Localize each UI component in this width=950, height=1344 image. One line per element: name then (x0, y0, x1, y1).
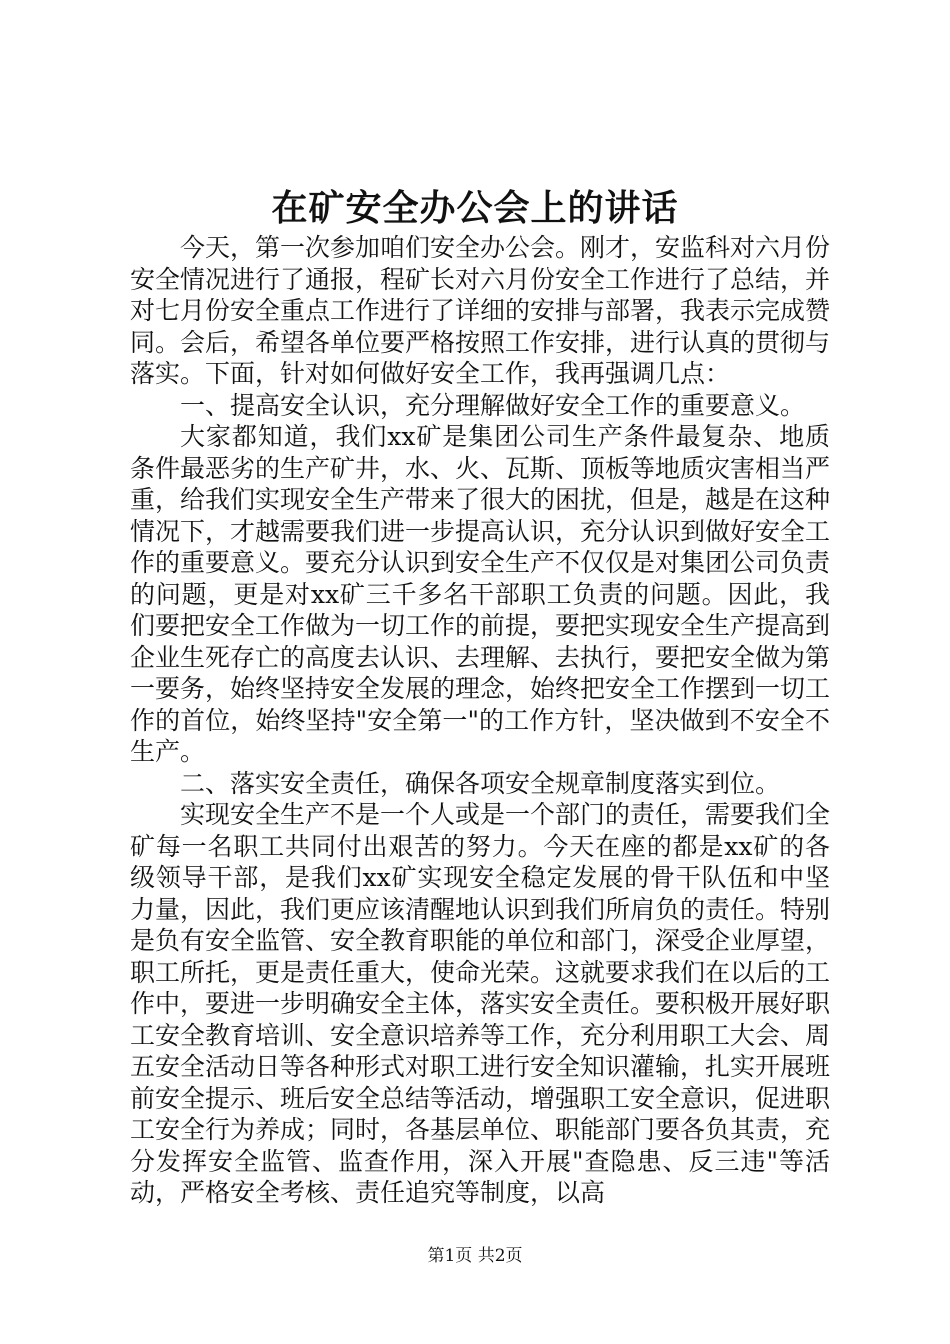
document-body (130, 232, 830, 1209)
paragraph-intro: 今天，第一次参加咱们安全办公会。刚才，安监科对六月份安全情况进行了通报，程矿长对六月份安全工作进行了总结，并对七月份安全重点工作进行了详细的安排与部署，我表示完成赞同。会后，希望各单位要严格按照工作安排，进行认真的贯彻与落实。下面，针对如何做好安全工作，我再强调几点： (130, 233, 831, 388)
page-number-footer: 第1页 共2页 (427, 1246, 523, 1266)
paragraph-section-1: 大家都知道，我们xx矿是集团公司生产条件最复杂、地质条件最恶劣的生产矿井，水、火、瓦斯、顶板等地质灾害相当严重，给我们实现安全生产带来了很大的困扰，但是，越是在这种情况下，才越需要我们进一步提高认识，充分认识到做好安全工作的重要意义。要充分认识到安全生产不仅仅是对集团公司负责的问题，更是对xx矿三千多名干部职工负责的问题。因此，我们要把安全工作做为一切工作的前提，要把实现安全生产提高到企业生死存亡的高度去认识、去理解、去执行，要把安全做为第一要务，始终坚持安全发展的理念，始终把安全工作摆到一切工作的首位，始终坚持"安全第一"的工作方针，坚决做到不安全不生产。 (130, 422, 831, 766)
document-title: 在矿安全办公会上的讲话 (271, 187, 679, 229)
section-heading-1: 一、提高安全认识，充分理解做好安全工作的重要意义。 (180, 390, 806, 420)
paragraph-section-2: 实现安全生产不是一个人或是一个部门的责任，需要我们全矿每一名职工共同付出艰苦的努力。今天在座的都是xx矿的各级领导干部，是我们xx矿实现安全稳定发展的骨干队伍和中坚力量，因此，我们更应该清醒地认识到我们所肩负的责任。特别是负有安全监管、安全教育职能的单位和部门，深受企业厚望，职工所托，更是责任重大，使命光荣。这就要求我们在以后的工作中，要进一步明确安全主体，落实安全责任。要积极开展好职工安全教育培训、安全意识培养等工作，充分利用职工大会、周五安全活动日等各种形式对职工进行安全知识灌输，扎实开展班前安全提示、班后安全总结等活动，增强职工安全意识，促进职工安全行为养成；同时，各基层单位、职能部门要各负其责，充分发挥安全监管、监查作用，深入开展"查隐患、反三违"等活动，严格安全考核、责任追究等制度，以高 (130, 800, 831, 1207)
section-heading-2: 二、落实安全责任，确保各项安全规章制度落实到位。 (180, 768, 781, 798)
